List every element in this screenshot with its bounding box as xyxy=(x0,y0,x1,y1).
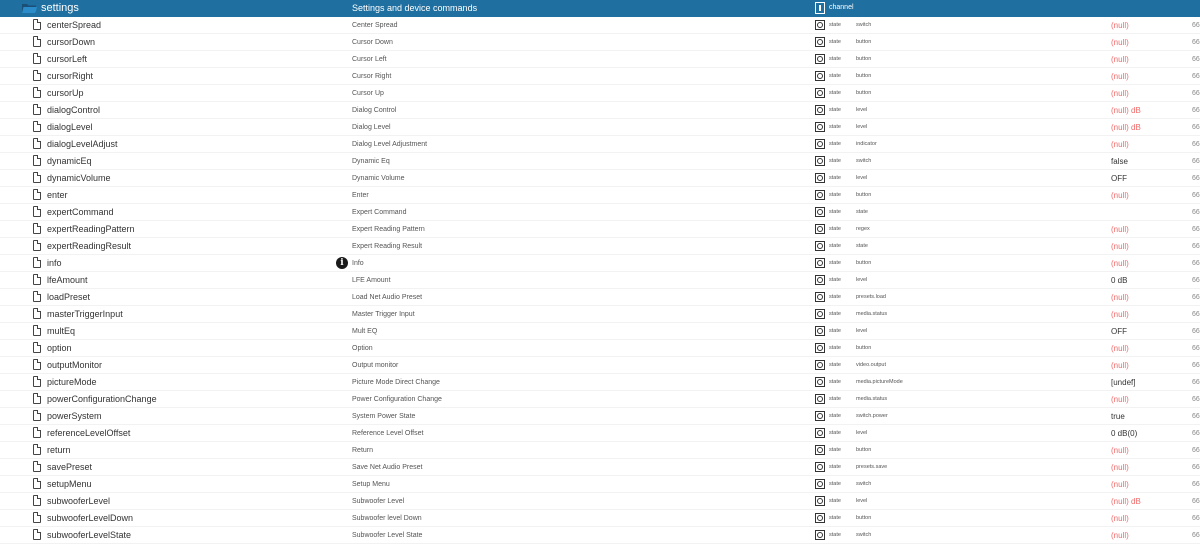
state-icon xyxy=(815,530,825,540)
object-role: level xyxy=(856,277,868,283)
object-type: state xyxy=(829,175,841,181)
state-icon xyxy=(815,156,825,166)
object-type: state xyxy=(829,498,841,504)
state-icon xyxy=(815,207,825,217)
file-icon xyxy=(33,240,41,251)
file-icon xyxy=(33,478,41,489)
object-extra-column: 66 xyxy=(1192,22,1200,29)
object-role: button xyxy=(856,56,872,62)
object-extra-column: 66 xyxy=(1192,141,1200,148)
object-extra-column: 66 xyxy=(1192,294,1200,301)
object-type: state xyxy=(829,226,841,232)
object-name: setupMenu xyxy=(47,479,92,489)
file-icon xyxy=(33,495,41,506)
object-value[interactable]: (null) xyxy=(1111,310,1129,319)
object-type: state xyxy=(829,56,841,62)
object-type: state xyxy=(829,532,841,538)
object-extra-column: 66 xyxy=(1192,107,1200,114)
object-name: lfeAmount xyxy=(47,275,88,285)
object-row[interactable] xyxy=(0,323,1200,340)
object-extra-column: 66 xyxy=(1192,396,1200,403)
object-extra-column: 66 xyxy=(1192,192,1200,199)
state-icon xyxy=(815,275,825,285)
object-role: switch xyxy=(856,532,872,538)
object-row[interactable] xyxy=(0,255,1200,272)
object-role: switch xyxy=(856,22,872,28)
object-type: state xyxy=(829,124,841,130)
file-icon xyxy=(33,257,41,268)
object-type: state xyxy=(829,481,841,487)
object-name: cursorRight xyxy=(47,71,94,81)
object-row[interactable] xyxy=(0,425,1200,442)
object-role: state xyxy=(856,209,868,215)
object-description: Subwoofer Level State xyxy=(352,532,423,539)
object-row[interactable] xyxy=(0,493,1200,510)
channel-description: Settings and device commands xyxy=(352,3,478,13)
object-row[interactable] xyxy=(0,289,1200,306)
object-row[interactable] xyxy=(0,408,1200,425)
object-value[interactable]: (null) xyxy=(1111,514,1129,523)
object-row[interactable] xyxy=(0,204,1200,221)
object-type: state xyxy=(829,396,841,402)
object-description: Center Spread xyxy=(352,22,398,29)
object-extra-column: 66 xyxy=(1192,124,1200,131)
file-icon xyxy=(33,308,41,319)
object-type: state xyxy=(829,430,841,436)
folder-open-icon[interactable] xyxy=(22,3,37,14)
object-extra-column: 66 xyxy=(1192,328,1200,335)
object-name: savePreset xyxy=(47,462,93,472)
object-extra-column: 66 xyxy=(1192,277,1200,284)
info-icon[interactable]: i xyxy=(336,257,348,269)
state-icon xyxy=(815,445,825,455)
object-value[interactable]: OFF xyxy=(1111,327,1127,336)
object-description: Enter xyxy=(352,192,369,199)
object-extra-column: 66 xyxy=(1192,158,1200,165)
object-role: media.status xyxy=(856,311,888,317)
object-role: button xyxy=(856,447,872,453)
object-name: dynamicVolume xyxy=(47,173,111,183)
object-value[interactable]: (null) xyxy=(1111,140,1129,149)
object-name: cursorUp xyxy=(47,88,84,98)
file-icon xyxy=(33,393,41,404)
object-description: Reference Level Offset xyxy=(352,430,424,437)
state-icon xyxy=(815,37,825,47)
object-name: masterTriggerInput xyxy=(47,309,123,319)
object-role: presets.save xyxy=(856,464,888,470)
object-type: state xyxy=(829,447,841,453)
object-row[interactable] xyxy=(0,85,1200,102)
object-value[interactable]: (null) xyxy=(1111,531,1129,540)
object-type: state xyxy=(829,464,841,470)
file-icon xyxy=(33,376,41,387)
object-row[interactable] xyxy=(0,51,1200,68)
object-name: powerSystem xyxy=(47,411,102,421)
object-description: Dynamic Eq xyxy=(352,158,390,165)
object-type: state xyxy=(829,311,841,317)
object-extra-column: 66 xyxy=(1192,243,1200,250)
file-icon xyxy=(33,206,41,217)
object-name: powerConfigurationChange xyxy=(47,394,157,404)
object-extra-column: 66 xyxy=(1192,175,1200,182)
object-row[interactable] xyxy=(0,527,1200,544)
file-icon xyxy=(33,444,41,455)
object-extra-column: 66 xyxy=(1192,362,1200,369)
state-icon xyxy=(815,394,825,404)
object-extra-column: 66 xyxy=(1192,90,1200,97)
object-extra-column: 66 xyxy=(1192,260,1200,267)
object-role: level xyxy=(856,175,868,181)
state-icon xyxy=(815,173,825,183)
object-role: button xyxy=(856,345,872,351)
object-role: video.output xyxy=(856,362,886,368)
file-icon xyxy=(33,70,41,81)
file-icon xyxy=(33,104,41,115)
object-name: cursorDown xyxy=(47,37,96,47)
object-extra-column: 66 xyxy=(1192,226,1200,233)
object-description: Dialog Level Adjustment xyxy=(352,141,428,148)
object-name: pictureMode xyxy=(47,377,97,387)
object-type: state xyxy=(829,141,841,147)
object-extra-column: 66 xyxy=(1192,464,1200,471)
object-description: Subwoofer level Down xyxy=(352,515,422,522)
object-type: state xyxy=(829,379,841,385)
object-value[interactable]: (null) xyxy=(1111,72,1129,81)
state-icon xyxy=(815,309,825,319)
object-name: subwooferLevel xyxy=(47,496,111,506)
object-description: Cursor Up xyxy=(352,90,384,97)
object-description: Expert Reading Result xyxy=(352,243,423,250)
file-icon xyxy=(33,359,41,370)
file-icon xyxy=(33,274,41,285)
state-icon xyxy=(815,292,825,302)
object-type: state xyxy=(829,345,841,351)
object-name: info xyxy=(47,258,62,268)
object-row[interactable] xyxy=(0,102,1200,119)
object-name: subwooferLevelState xyxy=(47,530,132,540)
object-extra-column: 66 xyxy=(1192,379,1200,386)
object-value[interactable]: (null) xyxy=(1111,293,1129,302)
object-description: Mult EQ xyxy=(352,328,378,335)
object-row[interactable] xyxy=(0,374,1200,391)
object-description: Dynamic Volume xyxy=(352,175,405,182)
object-description: Master Trigger Input xyxy=(352,311,415,318)
object-type: state xyxy=(829,277,841,283)
object-description: Dialog Control xyxy=(352,107,397,114)
state-icon xyxy=(815,241,825,251)
object-role: button xyxy=(856,260,872,266)
object-extra-column: 66 xyxy=(1192,39,1200,46)
object-role: level xyxy=(856,498,868,504)
state-icon xyxy=(815,139,825,149)
object-type: state xyxy=(829,90,841,96)
object-type: state xyxy=(829,294,841,300)
object-type: state xyxy=(829,260,841,266)
file-icon xyxy=(33,19,41,30)
object-row[interactable] xyxy=(0,136,1200,153)
object-row[interactable] xyxy=(0,17,1200,34)
object-value[interactable]: (null) xyxy=(1111,21,1129,30)
object-name: return xyxy=(47,445,71,455)
file-icon xyxy=(33,121,41,132)
state-icon xyxy=(815,479,825,489)
object-description: Load Net Audio Preset xyxy=(352,294,423,301)
object-type: state xyxy=(829,413,841,419)
object-name: referenceLevelOffset xyxy=(47,428,131,438)
object-description: Expert Reading Pattern xyxy=(352,226,425,233)
object-extra-column: 66 xyxy=(1192,447,1200,454)
object-value[interactable]: OFF xyxy=(1111,174,1127,183)
file-icon xyxy=(33,410,41,421)
object-value[interactable]: (null) xyxy=(1111,344,1129,353)
object-description: Cursor Down xyxy=(352,39,393,46)
object-role: level xyxy=(856,430,868,436)
object-description: Picture Mode Direct Change xyxy=(352,379,440,386)
object-value[interactable]: true xyxy=(1111,412,1125,421)
state-icon xyxy=(815,224,825,234)
object-name: dialogLevelAdjust xyxy=(47,139,118,149)
object-value[interactable]: (null) xyxy=(1111,463,1129,472)
object-row[interactable] xyxy=(0,306,1200,323)
state-icon xyxy=(815,190,825,200)
object-name: expertCommand xyxy=(47,207,114,217)
object-value[interactable]: (null) xyxy=(1111,55,1129,64)
object-name: multEq xyxy=(47,326,76,336)
object-value[interactable]: (null) dB xyxy=(1111,497,1141,506)
object-name: dynamicEq xyxy=(47,156,92,166)
state-icon xyxy=(815,360,825,370)
state-icon xyxy=(815,377,825,387)
object-extra-column: 66 xyxy=(1192,311,1200,318)
object-value[interactable]: (null) xyxy=(1111,191,1129,200)
object-value[interactable]: (null) xyxy=(1111,446,1129,455)
object-extra-column: 66 xyxy=(1192,532,1200,539)
object-name: centerSpread xyxy=(47,20,102,30)
object-description: LFE Amount xyxy=(352,277,391,284)
object-type: state xyxy=(829,39,841,45)
object-row[interactable] xyxy=(0,34,1200,51)
object-value[interactable]: [undef] xyxy=(1111,378,1136,387)
settings-channel-header-row[interactable] xyxy=(0,0,1200,17)
file-icon xyxy=(33,53,41,64)
file-icon xyxy=(33,512,41,523)
object-type: state xyxy=(829,22,841,28)
object-description: Output monitor xyxy=(352,362,399,369)
object-value[interactable]: 0 dB xyxy=(1111,276,1128,285)
object-role: presets.load xyxy=(856,294,886,300)
object-row[interactable] xyxy=(0,459,1200,476)
object-name: loadPreset xyxy=(47,292,91,302)
object-role: media.pictureMode xyxy=(856,379,903,385)
file-icon xyxy=(33,189,41,200)
object-value[interactable]: (null) xyxy=(1111,259,1129,268)
channel-type-label: channel xyxy=(829,4,854,11)
object-type: state xyxy=(829,209,841,215)
file-icon xyxy=(33,342,41,353)
object-role: switch xyxy=(856,158,872,164)
state-icon xyxy=(815,428,825,438)
object-role: button xyxy=(856,192,872,198)
object-value[interactable]: (null) dB xyxy=(1111,123,1141,132)
object-value[interactable]: (null) xyxy=(1111,225,1129,234)
state-icon xyxy=(815,258,825,268)
state-icon xyxy=(815,88,825,98)
object-role: button xyxy=(856,73,872,79)
object-type: state xyxy=(829,73,841,79)
object-description: Save Net Audio Preset xyxy=(352,464,423,471)
object-extra-column: 66 xyxy=(1192,73,1200,80)
object-value[interactable]: (null) xyxy=(1111,89,1129,98)
object-role: button xyxy=(856,90,872,96)
object-name: dialogControl xyxy=(47,105,101,115)
object-role: regex xyxy=(856,226,870,232)
object-type: state xyxy=(829,243,841,249)
object-row[interactable] xyxy=(0,391,1200,408)
object-extra-column: 66 xyxy=(1192,209,1200,216)
object-value[interactable]: (null) xyxy=(1111,480,1129,489)
object-row[interactable] xyxy=(0,187,1200,204)
object-row[interactable] xyxy=(0,272,1200,289)
object-type: state xyxy=(829,192,841,198)
object-row[interactable] xyxy=(0,510,1200,527)
object-extra-column: 66 xyxy=(1192,430,1200,437)
object-role: level xyxy=(856,124,868,130)
object-type: state xyxy=(829,362,841,368)
object-description: Info xyxy=(352,260,364,267)
object-type: state xyxy=(829,107,841,113)
object-value[interactable]: (null) xyxy=(1111,395,1129,404)
file-icon xyxy=(33,138,41,149)
object-row[interactable] xyxy=(0,68,1200,85)
object-name: option xyxy=(47,343,72,353)
object-row[interactable] xyxy=(0,357,1200,374)
object-value[interactable]: (null) dB xyxy=(1111,106,1141,115)
object-role: switch.power xyxy=(856,413,888,419)
state-icon xyxy=(815,513,825,523)
object-role: level xyxy=(856,107,868,113)
object-role: state xyxy=(856,243,868,249)
object-type: state xyxy=(829,515,841,521)
state-icon xyxy=(815,54,825,64)
file-icon xyxy=(33,291,41,302)
state-icon xyxy=(815,343,825,353)
object-extra-column: 66 xyxy=(1192,345,1200,352)
object-description: Setup Menu xyxy=(352,481,390,488)
file-icon xyxy=(33,427,41,438)
file-icon xyxy=(33,36,41,47)
object-description: Subwoofer Level xyxy=(352,498,405,505)
object-value[interactable]: (null) xyxy=(1111,38,1129,47)
object-role: media.status xyxy=(856,396,888,402)
object-description: System Power State xyxy=(352,413,416,420)
object-row[interactable] xyxy=(0,238,1200,255)
state-icon xyxy=(815,411,825,421)
object-extra-column: 66 xyxy=(1192,515,1200,522)
object-description: Option xyxy=(352,345,373,352)
object-name: expertReadingResult xyxy=(47,241,132,251)
file-icon xyxy=(33,529,41,540)
object-description: Cursor Right xyxy=(352,73,392,80)
object-type: state xyxy=(829,158,841,164)
object-description: Power Configuration Change xyxy=(352,396,442,403)
object-description: Return xyxy=(352,447,374,454)
object-role: indicator xyxy=(856,141,877,147)
state-icon xyxy=(815,326,825,336)
object-role: button xyxy=(856,39,872,45)
object-row[interactable] xyxy=(0,119,1200,136)
state-icon xyxy=(815,71,825,81)
object-value[interactable]: 0 dB(0) xyxy=(1111,429,1138,438)
file-icon xyxy=(33,223,41,234)
object-extra-column: 66 xyxy=(1192,56,1200,63)
object-role: switch xyxy=(856,481,872,487)
file-icon xyxy=(33,461,41,472)
file-icon xyxy=(33,87,41,98)
file-icon xyxy=(33,325,41,336)
object-row[interactable] xyxy=(0,170,1200,187)
state-icon xyxy=(815,122,825,132)
object-extra-column: 66 xyxy=(1192,413,1200,420)
object-type: state xyxy=(829,328,841,334)
object-value[interactable]: (null) xyxy=(1111,242,1129,251)
object-value[interactable]: (null) xyxy=(1111,361,1129,370)
object-row[interactable] xyxy=(0,476,1200,493)
object-description: Cursor Left xyxy=(352,56,387,63)
object-extra-column: 66 xyxy=(1192,481,1200,488)
state-icon xyxy=(815,462,825,472)
object-row[interactable] xyxy=(0,153,1200,170)
object-description: Expert Command xyxy=(352,209,407,216)
object-name: expertReadingPattern xyxy=(47,224,135,234)
state-icon xyxy=(815,496,825,506)
object-role: button xyxy=(856,515,872,521)
channel-name: settings xyxy=(41,2,79,14)
file-icon xyxy=(33,155,41,166)
object-name: dialogLevel xyxy=(47,122,93,132)
state-icon xyxy=(815,20,825,30)
object-role: level xyxy=(856,328,868,334)
object-row[interactable] xyxy=(0,442,1200,459)
state-icon xyxy=(815,105,825,115)
object-name: enter xyxy=(47,190,68,200)
file-icon xyxy=(33,172,41,183)
object-name: cursorLeft xyxy=(47,54,88,64)
object-description: Dialog Level xyxy=(352,124,391,131)
object-name: subwooferLevelDown xyxy=(47,513,134,523)
channel-icon xyxy=(815,2,825,14)
object-row[interactable] xyxy=(0,340,1200,357)
object-value[interactable]: false xyxy=(1111,157,1128,166)
object-row[interactable] xyxy=(0,221,1200,238)
object-extra-column: 66 xyxy=(1192,498,1200,505)
object-name: outputMonitor xyxy=(47,360,103,370)
